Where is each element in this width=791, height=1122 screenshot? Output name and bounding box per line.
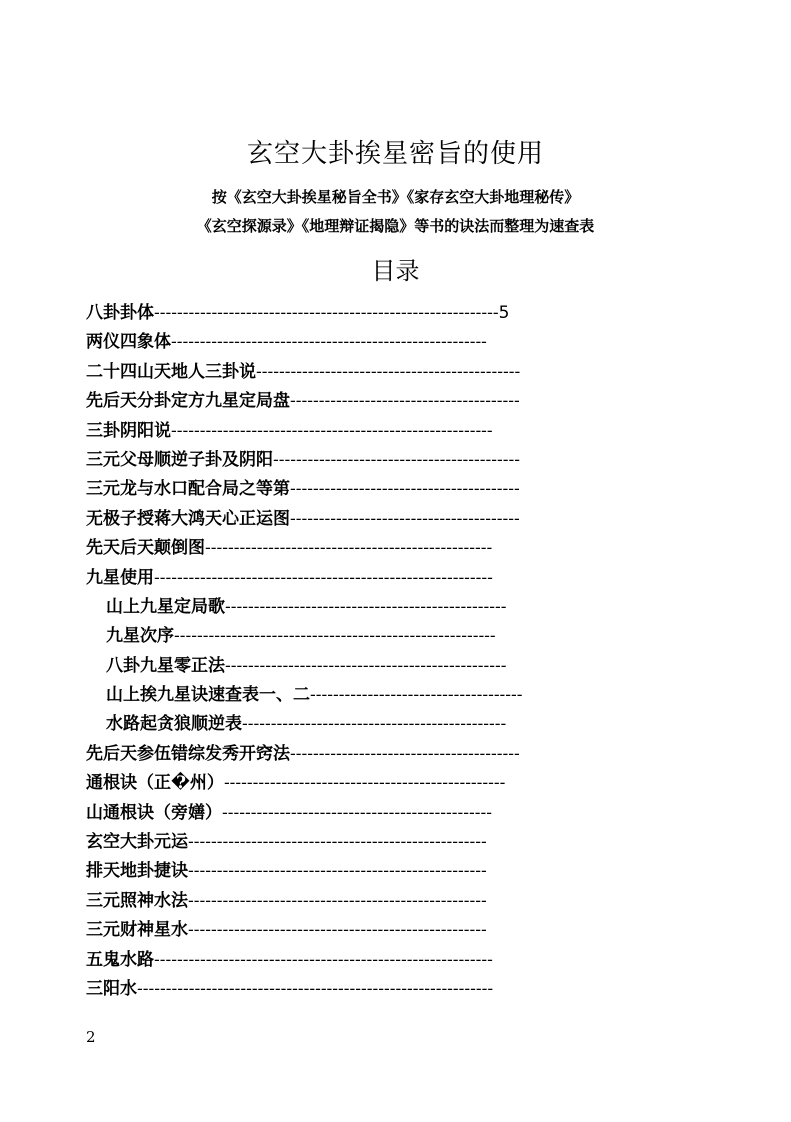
toc-entry-label: 先后天参伍错综发秀开窍法: [86, 743, 290, 764]
toc-entry[interactable]: [86, 358, 646, 387]
toc-dot-leader: -----------------------------------------------------------: [154, 949, 493, 970]
toc-dot-leader: --------------------------------------------------------: [171, 420, 493, 441]
toc-entry[interactable]: [86, 299, 646, 328]
toc-dot-leader: ----------------------------------------: [290, 508, 520, 529]
toc-entry-label: 五鬼水路: [86, 949, 154, 970]
toc-dot-leader: -------------------------------------------------: [223, 773, 506, 794]
toc-dot-leader: ----------------------------------------: [290, 391, 520, 412]
toc-dot-leader: -----------------------------------------------: [222, 802, 492, 823]
toc-entry[interactable]: [86, 564, 646, 593]
toc-dot-leader: ----------------------------------------------: [256, 361, 521, 382]
toc-entry[interactable]: [86, 887, 646, 916]
toc-entry[interactable]: [86, 740, 646, 769]
toc-entry-label: 三元财神星水: [86, 920, 188, 941]
toc-entry-label: 三元龙与水口配合局之等第: [86, 479, 290, 500]
toc-entry-label: 八卦九星零正法: [106, 655, 225, 676]
toc-entry-label: 先天后天颠倒图: [86, 538, 205, 559]
subtitle-line-1: 按《玄空大卦挨星秘旨全书》《家存玄空大卦地理秘传》: [211, 188, 580, 206]
toc-dot-leader: -------------------------------------------: [273, 449, 520, 470]
document-title: 玄空大卦挨星密旨的使用: [246, 139, 544, 169]
toc-entry[interactable]: [86, 710, 646, 739]
toc-entry-label: 玄空大卦元运: [86, 832, 188, 853]
subtitle-line-2: 《玄空探源录》《地理辩证揭隐》等书的诀法而整理为速查表: [196, 217, 595, 235]
toc-entry-page: 5: [498, 303, 510, 323]
toc-entry[interactable]: [86, 446, 646, 475]
toc-entry[interactable]: [86, 975, 646, 1004]
toc-entry[interactable]: [86, 387, 646, 416]
toc-entry-label: 九星使用: [86, 567, 154, 588]
toc-entry[interactable]: [86, 475, 646, 504]
toc-entry-label: 三元父母顺逆子卦及阴阳: [86, 449, 273, 470]
toc-entry[interactable]: [86, 799, 646, 828]
toc-entry-label: 两仪四象体: [86, 332, 171, 353]
toc-entry-label: 八卦卦体: [86, 303, 154, 323]
toc-entry-label: 先后天分卦定方九星定局盘: [86, 391, 290, 412]
toc-entry-label: 三元照神水法: [86, 890, 188, 911]
toc-entry[interactable]: [86, 681, 646, 710]
toc-entry-label: 水路起贪狼顺逆表: [106, 714, 242, 735]
toc-entry-label: 排天地卦捷诀: [86, 861, 188, 882]
toc-entry[interactable]: [86, 857, 646, 886]
toc-dot-leader: -------------------------------------------------------: [171, 332, 487, 353]
toc-entry-label: 无极子授蒋大鸿天心正运图: [86, 508, 290, 529]
toc-entry[interactable]: [86, 593, 646, 622]
toc-dot-leader: ------------------------------------------------------------: [154, 303, 499, 323]
toc-dot-leader: ----------------------------------------: [290, 479, 520, 500]
toc-dot-leader: ----------------------------------------------------: [188, 920, 487, 941]
toc-entry[interactable]: [86, 916, 646, 945]
toc-entry-label: 通根诀（正�州）: [86, 773, 224, 794]
toc-entry[interactable]: [86, 769, 646, 798]
toc-dot-leader: --------------------------------------------------------: [174, 626, 496, 647]
toc-dot-leader: ----------------------------------------------------: [188, 832, 487, 853]
toc-entry[interactable]: [86, 622, 646, 651]
toc-entry[interactable]: [86, 828, 646, 857]
toc-dot-leader: ----------------------------------------------: [242, 714, 507, 735]
toc-entry-label: 二十四山天地人三卦说: [86, 361, 256, 382]
toc-entry[interactable]: [86, 417, 646, 446]
toc-dot-leader: ----------------------------------------------------: [188, 861, 487, 882]
toc-dot-leader: -------------------------------------------------: [225, 596, 507, 617]
toc-entry[interactable]: [86, 946, 646, 975]
page-number: 2: [86, 1028, 96, 1046]
toc-entry[interactable]: [86, 652, 646, 681]
toc-entry-label: 三卦阴阳说: [86, 420, 171, 441]
toc-dot-leader: --------------------------------------------------: [205, 538, 493, 559]
toc-entry[interactable]: [86, 328, 646, 357]
toc-entry-label: 山上挨九星诀速查表一、二: [106, 685, 310, 706]
toc-dot-leader: -----------------------------------------------------------: [154, 567, 493, 588]
toc-dot-leader: ----------------------------------------: [290, 743, 520, 764]
toc-entry-label: 山上九星定局歌: [106, 596, 225, 617]
toc-entry-label: 三阳水: [86, 978, 137, 999]
toc-dot-leader: --------------------------------------------------------------: [137, 978, 494, 999]
toc-dot-leader: -------------------------------------: [310, 685, 523, 706]
toc-entry[interactable]: [86, 534, 646, 563]
toc-entry-label: 山通根诀（旁嫸）: [86, 802, 222, 823]
toc-dot-leader: -------------------------------------------------: [225, 655, 507, 676]
toc-heading: 目录: [371, 257, 420, 285]
toc-entry[interactable]: [86, 505, 646, 534]
toc-entry-label: 九星次序: [106, 626, 174, 647]
table-of-contents: [86, 299, 646, 1004]
toc-dot-leader: ----------------------------------------------------: [188, 890, 487, 911]
